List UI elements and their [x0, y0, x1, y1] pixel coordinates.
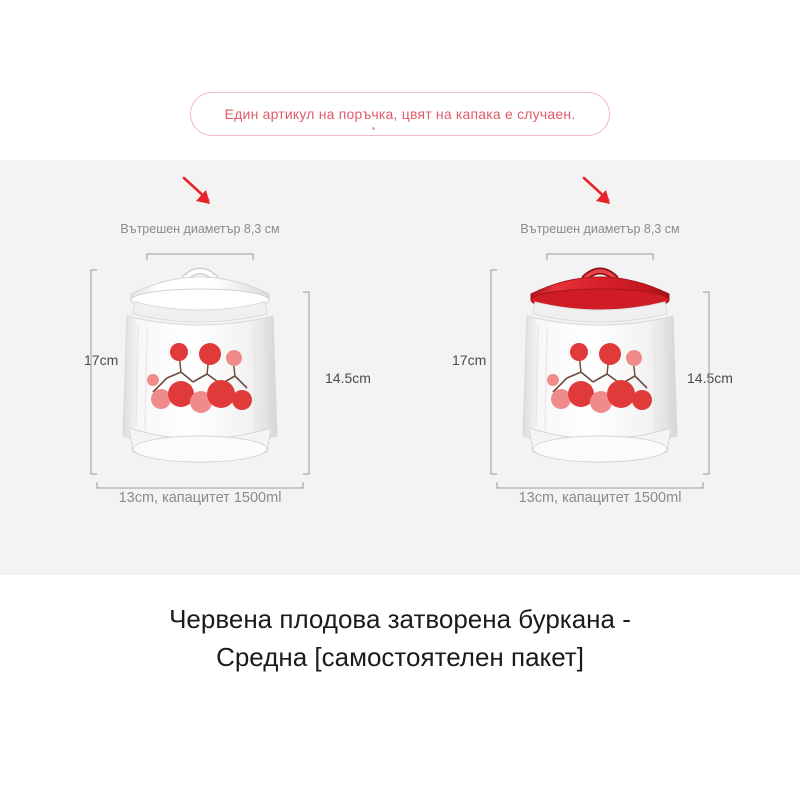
- notice-text: Един артикул на поръчка, цвят на капака е случаен.: [190, 92, 611, 136]
- capacity-label: 13cm, капацитет 1500ml: [518, 490, 682, 506]
- total-height-label: 17cm: [84, 352, 119, 368]
- inner-diameter-label: Вътрешен диаметър 8,3 см: [520, 222, 680, 236]
- inner-diameter-label: Вътрешен диаметър 8,3 см: [120, 222, 280, 236]
- product-figure-red-lid: [400, 160, 800, 575]
- jar-illustration-red-lid: [435, 242, 765, 507]
- notice-banner: [0, 92, 800, 136]
- page-title: [0, 600, 800, 676]
- body-height-label: 14.5cm: [687, 370, 733, 386]
- page-title-line-2: Средна [самостоятелен пакет]: [216, 642, 584, 672]
- product-figure-white-lid: [0, 160, 400, 575]
- jar-illustration-white-lid: [35, 242, 365, 507]
- capacity-label: 13cm, капацитет 1500ml: [118, 490, 282, 506]
- body-height-label: 14.5cm: [325, 370, 371, 386]
- decorative-dot: [372, 127, 375, 130]
- page-title-line-1: Червена плодова затворена буркана -: [169, 604, 631, 634]
- total-height-label: 17cm: [452, 352, 487, 368]
- arrow-down-icon: [578, 174, 622, 210]
- arrow-down-icon: [178, 174, 222, 210]
- product-images-panel: [0, 160, 800, 575]
